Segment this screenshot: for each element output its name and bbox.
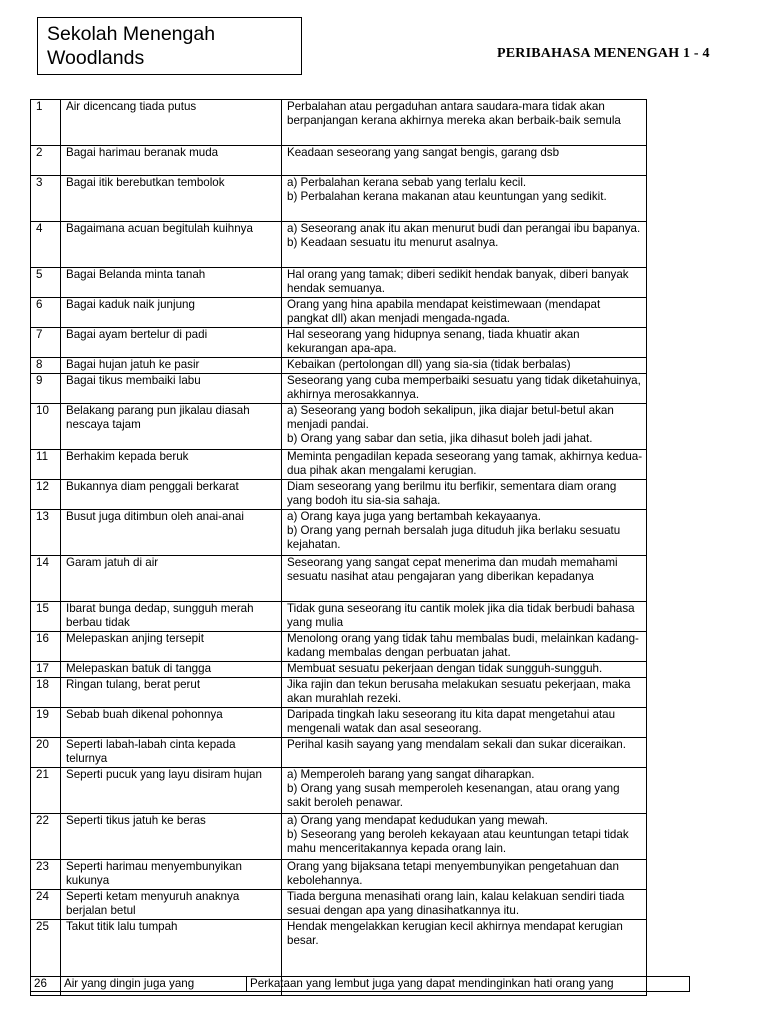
meaning-text: b) Keadaan sesuatu itu menurut asalnya. (287, 236, 499, 249)
proverb-text: Bagai hujan jatuh ke pasir (61, 358, 282, 374)
proverb-text: Bagai ayam bertelur di padi (61, 328, 282, 358)
proverb-text: Melepaskan anjing tersepit (61, 632, 282, 662)
meaning-cell (282, 404, 647, 450)
proverb-row (31, 556, 647, 602)
row-number: 4 (31, 222, 61, 268)
row-number: 5 (31, 268, 61, 298)
proverb-table (30, 99, 647, 996)
row-number: 24 (31, 890, 61, 920)
meaning-text: Menolong orang yang tidak tahu membalas budi, melainkan kadang-kadang membalas dengan perbuatan jahat. (287, 632, 639, 659)
row-number: 2 (31, 146, 61, 176)
proverb-text: Seperti ketam menyuruh anaknya berjalan betul (61, 890, 282, 920)
meaning-cell (282, 662, 647, 678)
proverb-row (31, 146, 647, 176)
meaning-text: Hal seseorang yang hidupnya senang, tiada khuatir akan kekurangan apa-apa. (287, 328, 580, 355)
meaning-cell (282, 450, 647, 480)
meaning-text: Seseorang yang sangat cepat menerima dan mudah memahami sesuatu nasihat atau pengajaran yang diberikan kepadanya (287, 556, 618, 583)
meaning-text: Orang yang bijaksana tetapi menyembunyikan pengetahuan dan kebolehannya. (287, 860, 619, 887)
row-number: 13 (31, 510, 61, 556)
meaning-text: b) Orang yang susah memperoleh kesenangan, atau orang yang sakit beroleh penawar. (287, 782, 620, 809)
meaning-text: b) Orang yang sabar dan setia, jika dihasut boleh jadi jahat. (287, 432, 593, 445)
row-number: 18 (31, 678, 61, 708)
row-number: 20 (31, 738, 61, 768)
proverb-row (31, 268, 647, 298)
meaning-text: Tidak guna seseorang itu cantik molek jika dia tidak berbudi bahasa yang mulia (287, 602, 635, 629)
proverb-text: Takut titik lalu tumpah (61, 920, 282, 996)
school-name-line1: Sekolah Menengah (47, 23, 216, 45)
school-name-line2: Woodlands (47, 47, 145, 69)
row-number: 26 (31, 977, 61, 992)
row-number: 19 (31, 708, 61, 738)
proverb-row (31, 328, 647, 358)
meaning-text: Orang yang hina apabila mendapat keistimewaan (mendapat pangkat dll) akan menjadi mengada-ngada. (287, 298, 601, 325)
meaning-text: Hal orang yang tamak; diberi sedikit hendak banyak, diberi banyak hendak semuanya. (287, 268, 629, 295)
meaning-cell (282, 738, 647, 768)
meaning-text: b) Perbalahan kerana makanan atau keuntungan yang sedikit. (287, 190, 607, 203)
row-number: 25 (31, 920, 61, 996)
row-number: 15 (31, 602, 61, 632)
proverb-text: Sebab buah dikenal pohonnya (61, 708, 282, 738)
meaning-cell (282, 100, 647, 146)
meaning-text: a) Perbalahan kerana sebab yang terlalu kecil. (287, 176, 527, 189)
proverb-text: Air dicencang tiada putus (61, 100, 282, 146)
meaning-text: a) Seseorang anak itu akan menurut budi dan perangai ibu bapanya. (287, 222, 641, 235)
row-number: 8 (31, 358, 61, 374)
row-number: 22 (31, 814, 61, 860)
proverb-text: Busut juga ditimbun oleh anai-anai (61, 510, 282, 556)
meaning-cell (282, 768, 647, 814)
proverb-row (31, 404, 647, 450)
meaning-text: Kebaikan (pertolongan dll) yang sia-sia (tidak berbalas) (287, 358, 571, 371)
proverb-row (31, 480, 647, 510)
document-title: PERIBAHASA MENENGAH 1 - 4 (497, 46, 710, 61)
proverb-text: Melepaskan batuk di tangga (61, 662, 282, 678)
meaning-cell (282, 328, 647, 358)
proverb-row (31, 100, 647, 146)
meaning-cell (282, 374, 647, 404)
meaning-text: Membuat sesuatu pekerjaan dengan tidak sungguh-sungguh. (287, 662, 603, 675)
meaning-cell (282, 146, 647, 176)
row-number: 10 (31, 404, 61, 450)
meaning-text: Perihal kasih sayang yang mendalam sekali dan sukar diceraikan. (287, 738, 626, 751)
row-number: 9 (31, 374, 61, 404)
meaning-text: Meminta pengadilan kepada seseorang yang tamak, akhirnya kedua-dua pihak akan mengalami kerugian. (287, 450, 643, 477)
meaning-text: Tiada berguna menasihati orang lain, kalau kelakuan sendiri tiada sesuai dengan apa yang dinasihatkannya itu. (287, 890, 625, 917)
meaning-text: b) Seseorang yang beroleh kekayaan atau keuntungan tetapi tidak mahu menceritakannya kepada orang lain. (287, 828, 629, 855)
row-number: 12 (31, 480, 61, 510)
row-number: 11 (31, 450, 61, 480)
proverb-table-body (31, 100, 647, 996)
meaning-cell (282, 814, 647, 860)
proverb-text: Ibarat bunga dedap, sungguh merah berbau tidak (61, 602, 282, 632)
row-number: 6 (31, 298, 61, 328)
proverb-text: Bagai itik berebutkan tembolok (61, 176, 282, 222)
meaning-cell (282, 860, 647, 890)
proverb-row (31, 298, 647, 328)
proverb-text: Belakang parang pun jikalau diasah nescaya tajam (61, 404, 282, 450)
row-number: 14 (31, 556, 61, 602)
meaning-cell (282, 176, 647, 222)
proverb-row (31, 632, 647, 662)
proverb-text: Bagai Belanda minta tanah (61, 268, 282, 298)
proverb-text: Seperti tikus jatuh ke beras (61, 814, 282, 860)
row-number: 7 (31, 328, 61, 358)
meaning-cell (282, 678, 647, 708)
meaning-text: Perbalahan atau pergaduhan antara saudara-mara tidak akan berpanjangan kerana akhirnya mereka akan berbaik-baik semula (287, 100, 621, 127)
proverb-text: Seperti harimau menyembunyikan kukunya (61, 860, 282, 890)
proverb-text: Seperti labah-labah cinta kepada telurnya (61, 738, 282, 768)
proverb-row (31, 768, 647, 814)
proverb-row (31, 814, 647, 860)
meaning-cell (282, 602, 647, 632)
meaning-text: Hendak mengelakkan kerugian kecil akhirnya mendapat kerugian besar. (287, 920, 623, 947)
proverb-row (31, 860, 647, 890)
meaning-cell (282, 510, 647, 556)
proverb-text: Bagai kaduk naik junjung (61, 298, 282, 328)
meaning-cell (282, 358, 647, 374)
proverb-text: Seperti pucuk yang layu disiram hujan (61, 768, 282, 814)
proverb-row (31, 510, 647, 556)
school-name-box (37, 17, 302, 75)
proverb-row (31, 176, 647, 222)
meaning-cell (282, 632, 647, 662)
proverb-text: Berhakim kepada beruk (61, 450, 282, 480)
proverb-text: Bukannya diam penggali berkarat (61, 480, 282, 510)
proverb-row (31, 602, 647, 632)
proverb-row-partial (30, 976, 690, 992)
proverb-row (31, 222, 647, 268)
row-number: 21 (31, 768, 61, 814)
row-number: 16 (31, 632, 61, 662)
proverb-text: Bagai tikus membaiki labu (61, 374, 282, 404)
proverb-row (31, 678, 647, 708)
meaning-text: Jika rajin dan tekun berusaha melakukan sesuatu pekerjaan, maka akan murahlah rezeki. (287, 678, 631, 705)
meaning-cell (282, 268, 647, 298)
proverb-text: Ringan tulang, berat perut (61, 678, 282, 708)
proverb-text: Bagaimana acuan begitulah kuihnya (61, 222, 282, 268)
meaning-text: a) Orang yang mendapat kedudukan yang mewah. (287, 814, 549, 827)
row-number: 17 (31, 662, 61, 678)
row-number: 23 (31, 860, 61, 890)
meaning-text: Keadaan seseorang yang sangat bengis, garang dsb (287, 146, 560, 159)
proverb-row (31, 890, 647, 920)
meaning-text: b) Orang yang pernah bersalah juga dituduh jika berlaku sesuatu kejahatan. (287, 524, 621, 551)
meaning-cell (282, 556, 647, 602)
meaning-text: Seseorang yang cuba memperbaiki sesuatu yang tidak diketahuinya, akhirnya merosakkannya. (287, 374, 641, 401)
proverb-text: Garam jatuh di air (61, 556, 282, 602)
meaning-text: a) Orang kaya juga yang bertambah kekayaanya. (287, 510, 541, 523)
proverb-row (31, 662, 647, 678)
proverb-row (31, 358, 647, 374)
meaning-cell (282, 890, 647, 920)
meaning-text: a) Memperoleh barang yang sangat diharapkan. (287, 768, 535, 781)
meaning-cell (282, 222, 647, 268)
proverb-row (31, 450, 647, 480)
proverb-row (31, 738, 647, 768)
row-number: 3 (31, 176, 61, 222)
proverb-row (31, 708, 647, 738)
proverb-row (31, 374, 647, 404)
meaning-cell (282, 298, 647, 328)
meaning-text: a) Seseorang yang bodoh sekalipun, jika diajar betul-betul akan menjadi pandai. (287, 404, 614, 431)
meaning-cell (282, 708, 647, 738)
proverb-text: Air yang dingin juga yang (61, 977, 247, 992)
meaning-text: Perkataan yang lembut juga yang dapat mendinginkan hati orang yang (247, 977, 690, 992)
meaning-cell (282, 480, 647, 510)
proverb-text: Bagai harimau beranak muda (61, 146, 282, 176)
meaning-text: Diam seseorang yang berilmu itu berfikir, sementara diam orang yang bodoh itu sia-sia sahaja. (287, 480, 617, 507)
meaning-text: Daripada tingkah laku seseorang itu kita dapat mengetahui atau mengenali watak dan asal seseorang. (287, 708, 616, 735)
row-number: 1 (31, 100, 61, 146)
